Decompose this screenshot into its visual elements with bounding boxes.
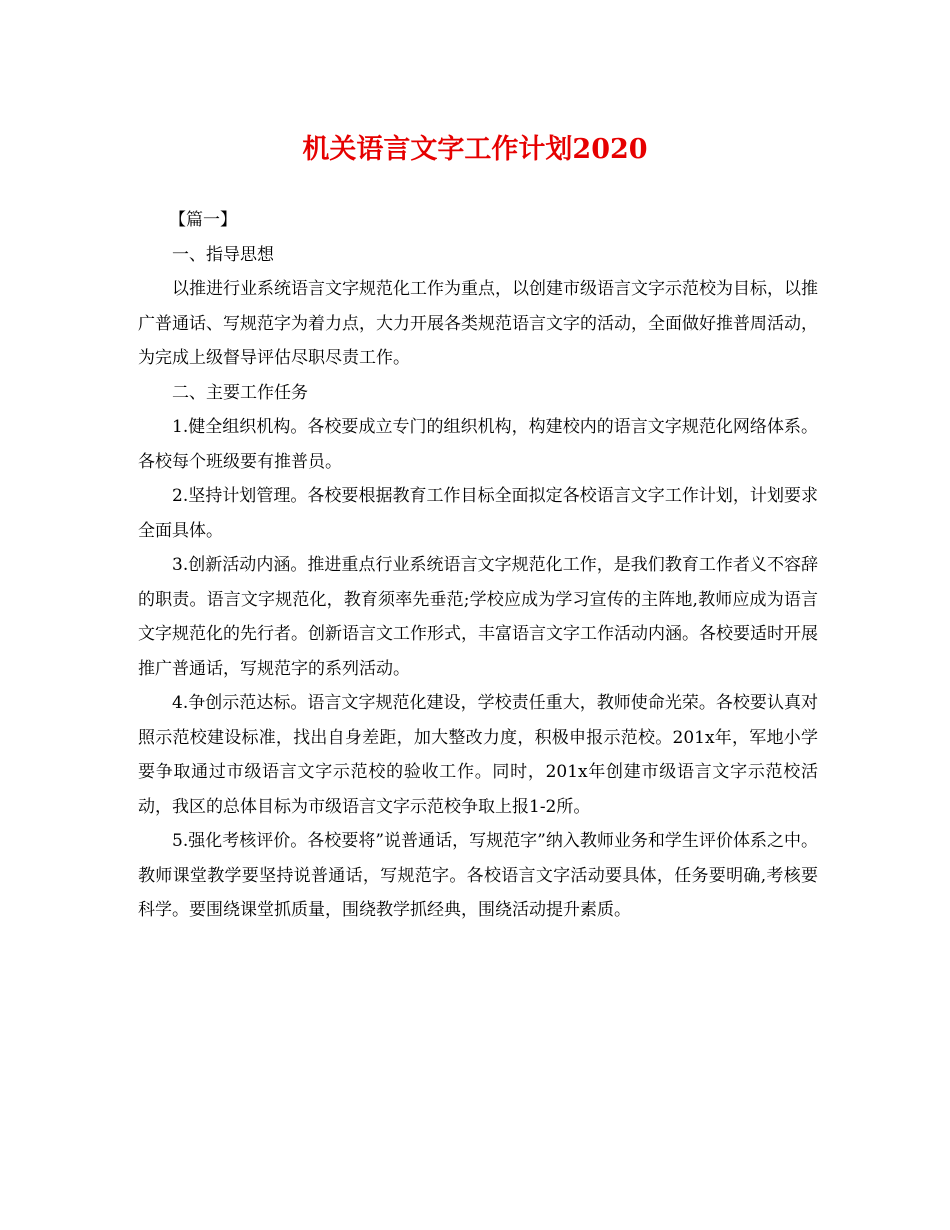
paragraph-task-2: 2.坚持计划管理。各校要根据教育工作目标全面拟定各校语言文字工作计划，计划要求全面具体。 xyxy=(138,486,818,541)
heading-main-tasks: 二、主要工作任务 xyxy=(172,382,308,403)
paragraph-task-1: 1.健全组织机构。各校要成立专门的组织机构，构建校内的语言文字规范化网络体系。各校每个班级要有推普员。 xyxy=(138,417,818,472)
paragraph-task-3: 3.创新活动内涵。推进重点行业系统语言文字规范化工作，是我们教育工作者义不容辞的职责。语言文字规范化，教育须率先垂范;学校应成为学习宣传的主阵地,教师应成为语言文字规范化的先行者。创新语言文工作形式，丰富语言文字工作活动内涵。各校要适时开展推广普通话，写规范字的系列活动。 xyxy=(138,555,818,679)
heading-guiding-ideology: 一、指导思想 xyxy=(172,244,274,265)
document-title: 机关语言文字工作计划2020 xyxy=(302,134,648,165)
paragraph-task-4: 4.争创示范达标。语言文字规范化建设，学校责任重大，教师使命光荣。各校要认真对照示范校建设标准，找出自身差距，加大整改力度，积极申报示范校。201x年，军地小学要争取通过市级语言文字示范校的验收工作。同时，201x年创建市级语言文字示范校活动，我区的总体目标为市级语言文字示范校争取上报1-2所。 xyxy=(138,693,818,817)
document-body xyxy=(138,203,818,928)
paragraph-guiding-ideology: 以推进行业系统语言文字规范化工作为重点，以创建市级语言文字示范校为目标，以推广普通话、写规范字为着力点，大力开展各类规范语言文字的活动，全面做好推普周活动，为完成上级督导评估尽职尽责工作。 xyxy=(138,279,818,368)
section-label: 【篇一】 xyxy=(169,210,237,230)
paragraph-task-5: 5.强化考核评价。各校要将”说普通话，写规范字”纳入教师业务和学生评价体系之中。教师课堂教学要坚持说普通话，写规范字。各校语言文字活动要具体，任务要明确,考核要科学。要围绕课堂抓质量，围绕教学抓经典，围绕活动提升素质。 xyxy=(138,831,818,920)
